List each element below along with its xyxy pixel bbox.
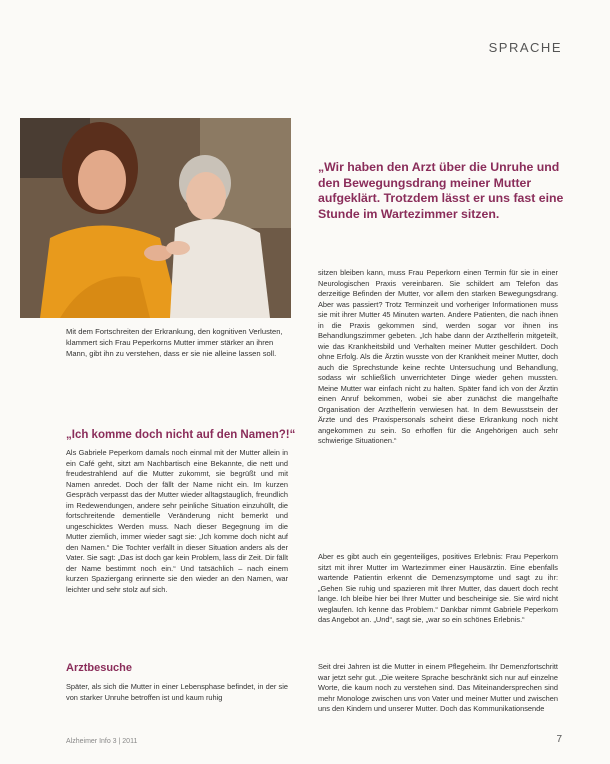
section-heading-doctor-visits: Arztbesuche: [66, 662, 133, 674]
body-paragraph: Später, als sich die Mutter in einer Lebensphase befindet, in der sie von starker Unruhe betroffen ist und kaum ruhig: [66, 682, 288, 702]
pull-quote: „Wir haben den Arzt über die Unruhe und den Bewegungsdrang meiner Mutter aufgeklärt. Trotzdem lässt er uns fast eine Stunde im Wartezimmer sitzen.: [318, 160, 564, 221]
body-paragraph: Aber es gibt auch ein gegenteiliges, positives Erlebnis: Frau Peperkorn sitzt mit ihrer Mutter im Wartezimmer einer Hausärztin. Eine ebenfalls wartende Patientin erkennt die Demenzsymptome und sagt zu ihr: „Gehen Sie ruhig und spazieren mit Ihrer Mutter, das dauert doch recht lange. Ich bleibe hier bei Ihrer Mutter und bescheinige sie. Sie wird nicht weglaufen. Ich kenne das Problem.“ Dankbar nimmt Gabriele Peperkorn das Angebot an. „Und“, sagt sie, „war so ein schönes Erlebnis.“: [318, 552, 558, 624]
footer-publication: Alzheimer Info 3 | 2011: [66, 738, 138, 745]
section-heading-name: „Ich komme doch nicht auf den Namen?!“: [66, 429, 296, 441]
photo-illustration: [20, 118, 291, 318]
body-paragraph: Als Gabriele Peperkorn damals noch einmal mit der Mutter allein in ein Café geht, sitzt am Nachbartisch eine Bekannte, die nett und freudestrahlend auf die Mutter zukommt, sie begrüßt und mit Namen anredet. Doch der fällt der Name nicht ein. Im kurzen Gespräch verpasst das der Mutter wieder alltagstauglich, freundlich im Redewendungen, andere sehr peinliche Situation einzuhüllt, die fortschreitende dementielle Veränderung nicht bemerkt und ungeschicktes Werden muss. Nach dieser Begegnung im die Mutter ziemlich, immer wieder sagt sie: „Ich komme doch nicht auf den Namen.“ Die Tochter verfällt in dieser Situation anders als der Vater. Sie sagt: „Das ist doch gar kein Problem, lass dir Zeit. Dir fällt der Name bestimmt noch ein.“ Und tatsächlich – nach einem kurzen Spaziergang erinnerte sie den wieder an den Namen, war leichter und sehr stolz auf sich.: [66, 448, 288, 594]
body-paragraph: Seit drei Jahren ist die Mutter in einem Pflegeheim. Ihr Demenzfortschritt war jetzt sehr gut. „Die weitere Sprache beschränkt sich nur auf einzelne Worte, die kaum noch zu verstehen sind. Das Miteinandersprechen sind mehr Monologe zwischen uns von Vater und meiner Mutter und zwischen uns den Kindern und unserer Mutter. Doch das Kommunikationsende: [318, 662, 558, 713]
photo-mother-daughter: [20, 118, 291, 318]
body-paragraph: sitzen bleiben kann, muss Frau Peperkorn einen Termin für sie in einer Neurologischen Praxis vereinbaren. Sie schildert am Telefon das derzeitige Befinden der Mutter, vor allem den starken Bewegungsdrang. Aber was passiert? Trotz Terminzeit und vorheriger Informationen muss sie mit ihrer Mutter 45 Minuten warten. Andere Patienten, die nach ihnen in die Praxis gekommen sind, werden sogar vor ihnen ins Behandlungszimmer gebeten. „Ich habe dann der Arzthelferin mitgeteilt, wie das Krankheitsbild und Verhalten meiner Mutter geschildert. Doch ohne Erfolg. Als die Ärztin wusste von der Krankheit meiner Mutter, doch auch die Sprechstunde keine rechte Untersuchung und Behandlung, sodass wir schließlich unverrichteter Dinge wieder gehen mussten. Meine Mutter war einfach nicht zu halten. Später fand ich von der Ärztin einen Anruf bekommen, wobei sie aber zunächst die mangelhafte Organisation der Arzthelferin verwiesen hat. In dem Bewusstsein der Ärzte und des Praxispersonals scheint diese Erkrankung noch nicht angekommen zu sein. So erhoffen für die Angehörigen auch sehr schwierige Situationen.“: [318, 268, 558, 445]
section-label: SPRACHE: [488, 40, 562, 55]
photo-caption: Mit dem Fortschreiten der Erkrankung, den kognitiven Verlusten, klammert sich Frau Peperkorns Mutter immer stärker an ihren Mann, gibt ihn zu verstehen, dass er sie nie alleine lassen soll.: [66, 327, 283, 358]
page-number: 7: [556, 734, 562, 745]
